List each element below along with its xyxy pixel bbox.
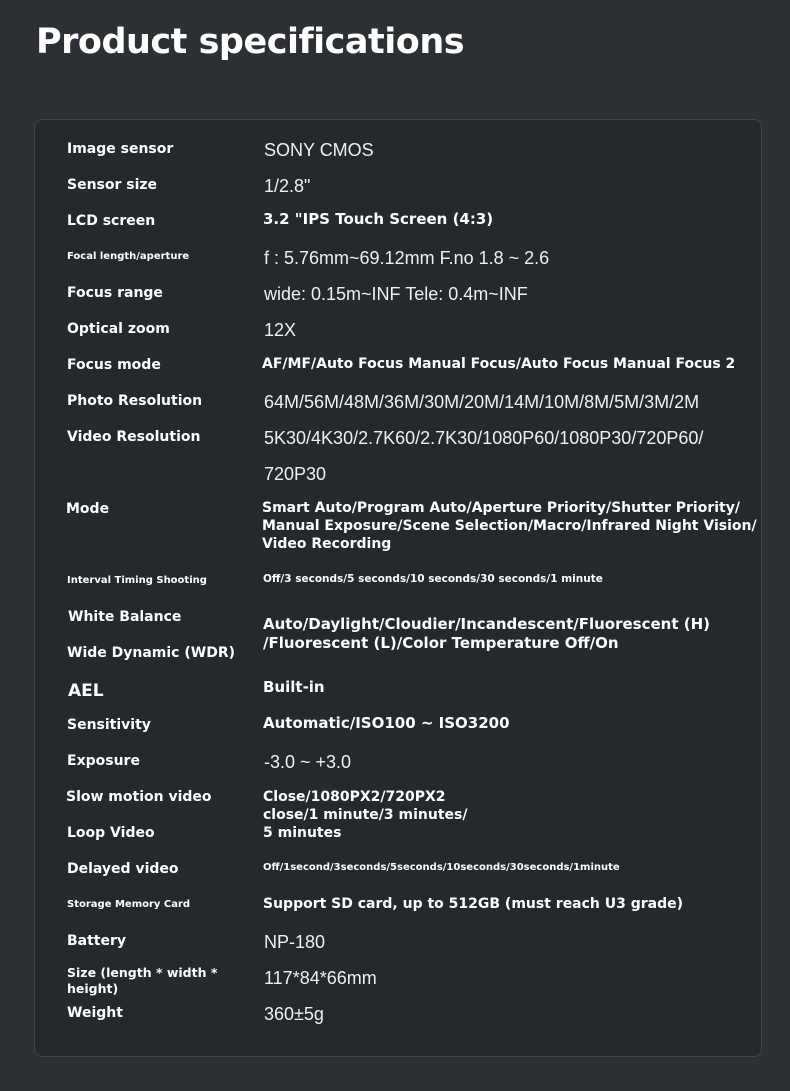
spec-label-battery: Battery (67, 933, 127, 949)
spec-value-photo-resolution: 64M/56M/48M/36M/30M/20M/14M/10M/8M/5M/3M/2M (264, 392, 700, 412)
spec-label-sensor-size: Sensor size (67, 177, 158, 193)
spec-value-weight: 360±5g (264, 1004, 324, 1024)
spec-label-storage: Storage Memory Card (67, 899, 191, 910)
spec-label-loop-video: Loop Video (67, 825, 155, 841)
spec-label-optical-zoom: Optical zoom (67, 321, 170, 337)
spec-value-storage: Support SD card, up to 512GB (must reach U3 grade) (263, 896, 684, 912)
spec-value-battery: NP-180 (264, 932, 326, 952)
spec-value-lcd-screen: 3.2 "IPS Touch Screen (4:3) (263, 210, 494, 228)
spec-value-exposure: -3.0 ~ +3.0 (264, 752, 352, 772)
spec-label-lcd-screen: LCD screen (67, 213, 156, 229)
spec-label-video-resolution: Video Resolution (67, 429, 201, 445)
spec-label-sensitivity: Sensitivity (67, 717, 151, 733)
spec-label-focus-range: Focus range (67, 285, 163, 301)
spec-label-exposure: Exposure (67, 753, 140, 769)
spec-label-wide-dynamic: Wide Dynamic (WDR) (67, 645, 235, 661)
spec-value-focus-mode: AF/MF/Auto Focus Manual Focus/Auto Focus Manual Focus 2 (262, 356, 736, 372)
spec-value-sensor-size: 1/2.8" (264, 176, 311, 196)
spec-label-interval-timing: Interval Timing Shooting (67, 575, 207, 586)
spec-value-delayed-video: Off/1second/3seconds/5seconds/10seconds/30seconds/1minute (263, 862, 620, 873)
spec-value-size: 117*84*66mm (264, 968, 377, 988)
spec-value-video-resolution-line2: 720P30 (264, 464, 327, 484)
spec-value-sensitivity: Automatic/ISO100 ~ ISO3200 (263, 714, 510, 732)
spec-label-delayed-video: Delayed video (67, 861, 179, 877)
spec-label-focus-mode: Focus mode (67, 357, 161, 373)
spec-label-size: Size (length * width * height) (67, 965, 218, 996)
spec-value-focus-range: wide: 0.15m~INF Tele: 0.4m~INF (264, 284, 528, 304)
spec-value-optical-zoom: 12X (264, 320, 297, 340)
spec-value-image-sensor: SONY CMOS (264, 140, 374, 160)
spec-value-video-resolution-line1: 5K30/4K30/2.7K60/2.7K30/1080P60/1080P30/720P60/ (264, 428, 704, 448)
spec-label-weight: Weight (67, 1005, 123, 1021)
spec-value-slow-motion: Close/1080PX2/720PX2 close/1 minute/3 minutes/ 5 minutes (263, 789, 468, 841)
spec-value-interval-timing: Off/3 seconds/5 seconds/10 seconds/30 seconds/1 minute (263, 573, 603, 585)
spec-value-ael: Built-in (263, 678, 325, 696)
spec-value-mode: Smart Auto/Program Auto/Aperture Priority/Shutter Priority/ Manual Exposure/Scene Selection/Macro/Infrared Night Vision/ Video Recording (262, 500, 757, 552)
spec-label-slow-motion: Slow motion video (66, 789, 212, 805)
spec-label-image-sensor: Image sensor (67, 141, 174, 157)
spec-label-ael: AEL (68, 681, 104, 701)
spec-value-focal-length: f : 5.76mm~69.12mm F.no 1.8 ~ 2.6 (264, 248, 550, 268)
spec-label-mode: Mode (66, 501, 110, 517)
spec-label-white-balance: White Balance (68, 609, 182, 625)
spec-table (34, 119, 762, 1057)
spec-value-white-balance: Auto/Daylight/Cloudier/Incandescent/Fluorescent (H) /Fluorescent (L)/Color Temperature Off/On (263, 615, 710, 652)
spec-label-focal-length: Focal length/aperture (67, 251, 190, 262)
page-title: Product specifications (36, 22, 465, 62)
spec-label-photo-resolution: Photo Resolution (67, 393, 203, 409)
